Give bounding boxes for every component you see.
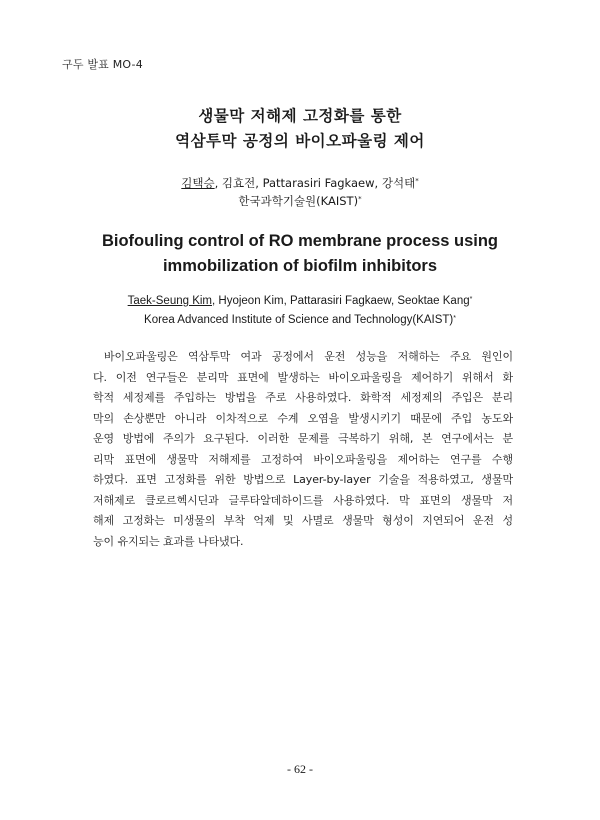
authors-english — [0, 292, 600, 330]
affiliation-english-text: Korea Advanced Institute of Science and Technology(KAIST) — [144, 314, 454, 326]
session-tag: 구두 발표 MO-4 — [62, 58, 143, 71]
abstract-line: 하였다. 표면 고정화를 위한 방법으로 Layer-by-layer 기술을 적용하였고, 생물막 — [93, 473, 513, 486]
abstract-body — [93, 347, 513, 552]
author-list-korean — [0, 174, 600, 192]
page-number: - 62 - — [287, 762, 313, 776]
corresponding-mark: * — [469, 296, 473, 303]
abstract-line: 바이오파울링은 역삼투막 여과 공정에서 운전 성능을 저해하는 주요 원인이 — [104, 350, 513, 363]
abstract-line: 리막 표면에 생물막 저해제를 고정하여 바이오파울링을 제어하는 연구를 수행 — [93, 452, 513, 466]
title-korean-line-2: 역삼투막 공정의 바이오파울링 제어 — [175, 132, 425, 150]
authors-korean — [0, 174, 600, 210]
abstract-line: 운영 방법에 주의가 요구된다. 이러한 문제를 극복하기 위해, 본 연구에서는 분 — [93, 432, 513, 445]
corresponding-mark: * — [415, 177, 419, 185]
title-korean-line-1: 생물막 저해제 고정화를 통한 — [198, 107, 402, 125]
presenting-author-english: Taek-Seung Kim — [127, 295, 213, 307]
abstract-line: 저해제로 클로르헥시딘과 글루타알데하이드를 사용하였다. 막 표면의 생물막 저 — [93, 493, 513, 507]
affiliation-korean — [0, 192, 600, 210]
abstract-line: 막의 손상뿐만 아니라 이차적으로 수계 오염을 발생시키기 때문에 주입 농도와 — [93, 411, 513, 425]
abstract-line: 학적 세정제를 주입하는 방법을 주로 사용하였다. 화학적 세정제의 주입은 분리 — [93, 391, 513, 404]
title-english — [0, 229, 600, 279]
affiliation-mark: * — [453, 315, 456, 322]
presenting-author-korean: 김택승 — [181, 176, 215, 190]
author-list-english — [0, 292, 600, 311]
abstract-line: 해제 고정화는 미생물의 부착 억제 및 사멸로 생물막 형성이 지연되어 운전 성 — [93, 514, 513, 527]
other-authors-english: , Hyojeon Kim, Pattarasiri Fagkaew, Seoktae Kang — [212, 295, 470, 307]
affiliation-mark: * — [358, 195, 362, 203]
abstract-line: 다. 이전 연구들은 분리막 표면에 발생하는 바이오파울링을 제어하기 위해서 화 — [93, 370, 513, 384]
other-authors-korean: , 김효전, Pattarasiri Fagkaew, 강석태 — [214, 176, 416, 190]
affiliation-english — [0, 311, 600, 330]
title-english-line-2: immobilization of biofilm inhibitors — [162, 257, 438, 275]
affiliation-korean-text: 한국과학기술원(KAIST) — [238, 194, 359, 208]
title-korean — [0, 104, 600, 154]
title-english-line-1: Biofouling control of RO membrane process using — [101, 232, 499, 250]
abstract-line: 능이 유지되는 효과를 나타냈다. — [93, 534, 244, 548]
